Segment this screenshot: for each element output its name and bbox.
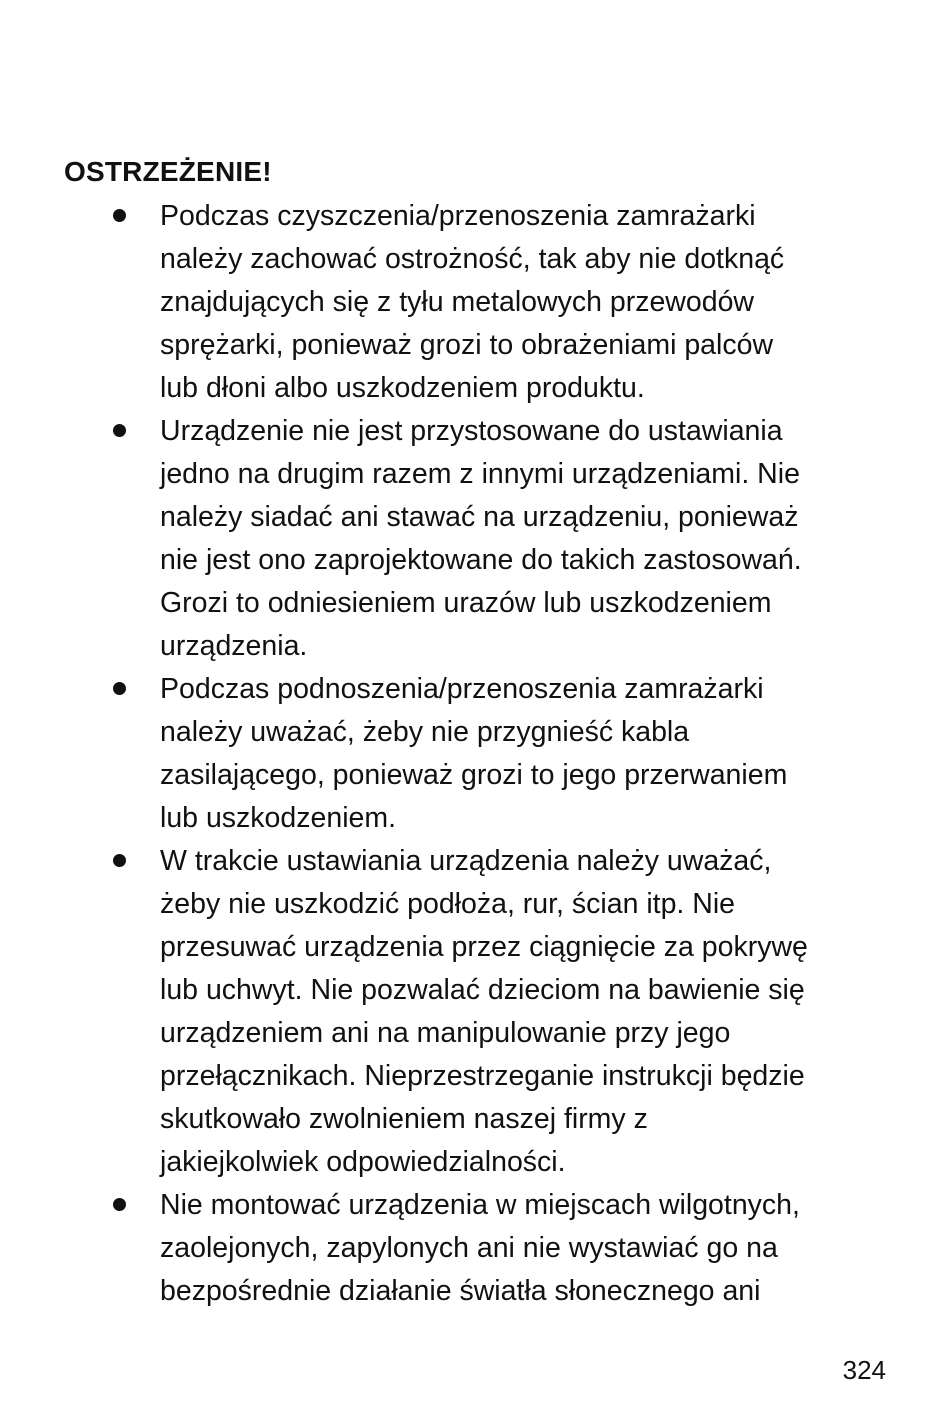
text-line: Podczas czyszczenia/przenoszenia zamrażarki [160,200,756,232]
text-line: należy zachować ostrożność, tak aby nie dotknąć [160,243,785,275]
text-line: znajdujących się z tyłu metalowych przewodów [160,286,755,318]
text-line: zasilającego, ponieważ grozi to jego przerwaniem [160,759,788,791]
bullet-icon [113,1198,126,1211]
list-item [0,1184,950,1313]
text-line: lub dłoni albo uszkodzeniem produktu. [160,372,645,404]
warning-heading: OSTRZEŻENIE! [64,156,272,187]
text-line: urządzeniem ani na manipulowanie przy jego [160,1017,731,1049]
text-line: Grozi to odniesieniem urazów lub uszkodzeniem [160,587,772,619]
bullet-icon [113,682,126,695]
list-item [0,840,950,1184]
text-line: przesuwać urządzenia przez ciągnięcie za pokrywę [160,931,808,963]
list-item [0,410,950,668]
text-line: zaolejonych, zapylonych ani nie wystawiać go na [160,1232,778,1264]
text-line: lub uszkodzeniem. [160,802,397,834]
text-line: bezpośrednie działanie światła słonecznego ani [160,1275,761,1307]
text-line: skutkowało zwolnieniem naszej firmy z [160,1103,648,1135]
bullet-icon [113,854,126,867]
text-line: jedno na drugim razem z innymi urządzeniami. Nie [160,458,800,490]
text-line: sprężarki, ponieważ grozi to obrażeniami palców [160,329,774,361]
text-line: Podczas podnoszenia/przenoszenia zamrażarki [160,673,764,705]
text-line: urządzenia. [160,630,308,662]
text-line: należy uważać, żeby nie przygnieść kabla [160,716,690,748]
list-item [0,195,950,410]
bullet-icon [113,209,126,222]
text-line: jakiejkolwiek odpowiedzialności. [160,1146,566,1178]
text-line: należy siadać ani stawać na urządzeniu, ponieważ [160,501,799,533]
text-line: Nie montować urządzenia w miejscach wilgotnych, [160,1189,800,1221]
bullet-icon [113,424,126,437]
page-number: 324 [842,1355,886,1385]
text-line: przełącznikach. Nieprzestrzeganie instrukcji będzie [160,1060,805,1092]
list-item [0,668,950,840]
text-line: lub uchwyt. Nie pozwalać dzieciom na bawienie się [160,974,805,1006]
text-line: nie jest ono zaprojektowane do takich zastosowań. [160,544,802,576]
text-line: W trakcie ustawiania urządzenia należy uważać, [160,845,772,877]
text-line: Urządzenie nie jest przystosowane do ustawiania [160,415,783,447]
text-line: żeby nie uszkodzić podłoża, rur, ścian itp. Nie [160,888,736,920]
warning-list [0,195,950,1313]
